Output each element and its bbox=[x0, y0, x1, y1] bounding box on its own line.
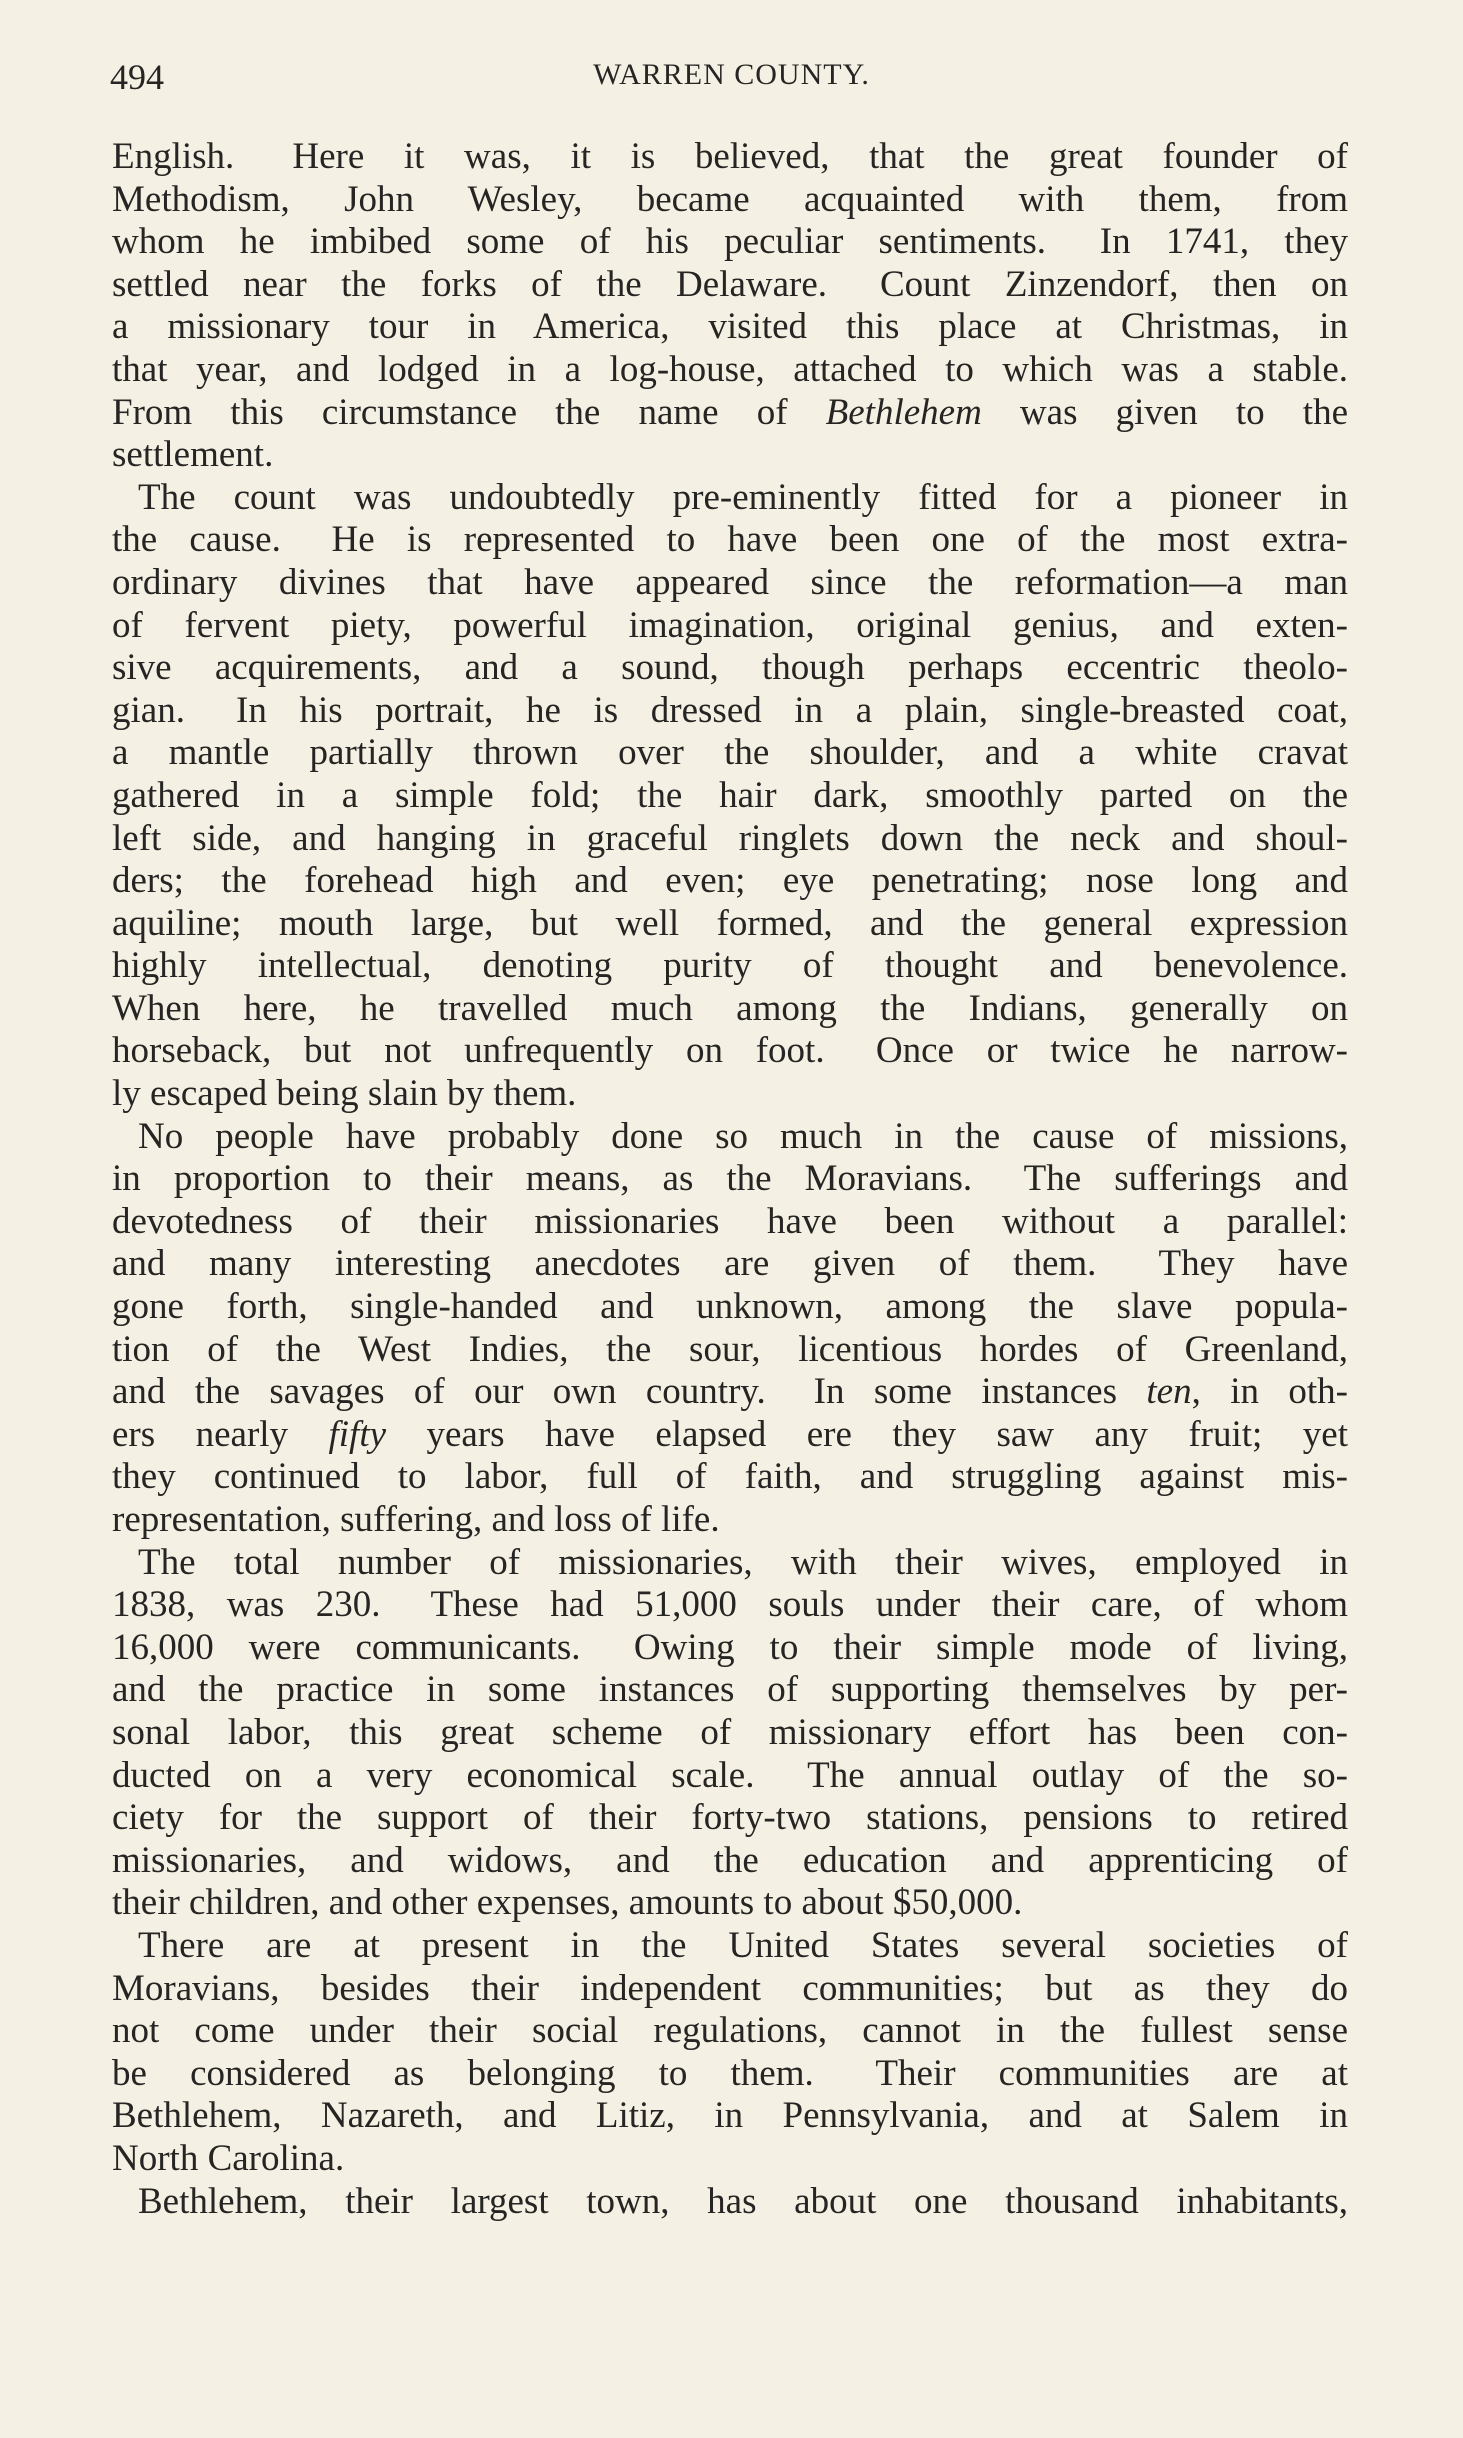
text-line bbox=[112, 1669, 1348, 1712]
text-line bbox=[112, 732, 1348, 775]
text-segment: ders; the forehead high and even; eye penetrating; nose long and bbox=[112, 860, 1348, 902]
text-line bbox=[112, 605, 1348, 648]
text-segment: a mantle partially thrown over the shoulder, and a white cravat bbox=[112, 732, 1348, 774]
text-segment: in proportion to their means, as the Moravians. The sufferings and bbox=[112, 1158, 1348, 1200]
text-segment: gone forth, single-handed and unknown, among the slave popula- bbox=[112, 1286, 1348, 1328]
text-line bbox=[112, 1712, 1348, 1755]
text-line bbox=[112, 1073, 1348, 1116]
page-number: 494 bbox=[110, 57, 164, 97]
text-line bbox=[112, 1243, 1348, 1286]
text-segment: From this circumstance the name of bbox=[112, 391, 826, 433]
text-line bbox=[112, 2010, 1348, 2053]
text-segment: No people have probably done so much in the cause of missions, bbox=[138, 1115, 1348, 1157]
italic-text: ten bbox=[1146, 1371, 1192, 1413]
text-segment: be considered as belonging to them. Their communities are at bbox=[112, 2052, 1348, 2094]
text-segment: of fervent piety, powerful imagination, original genius, and exten- bbox=[112, 604, 1348, 646]
text-segment: they continued to labor, full of faith, and struggling against mis- bbox=[112, 1456, 1348, 1498]
text-line bbox=[112, 647, 1348, 690]
text-line bbox=[112, 903, 1348, 946]
text-segment: 16,000 were communicants. Owing to their simple mode of living, bbox=[112, 1626, 1348, 1668]
text-segment: ducted on a very economical scale. The annual outlay of the so- bbox=[112, 1754, 1348, 1796]
text-segment: English. Here it was, it is believed, that the great founder of bbox=[112, 136, 1348, 177]
text-line bbox=[112, 1882, 1348, 1925]
text-line bbox=[112, 1030, 1348, 1073]
text-segment: whom he imbibed some of his peculiar sentiments. In 1741, they bbox=[112, 221, 1348, 263]
text-line bbox=[112, 690, 1348, 733]
text-segment: devotedness of their missionaries have been without a parallel: bbox=[112, 1200, 1348, 1242]
text-line bbox=[112, 349, 1348, 392]
text-segment: was given to the bbox=[981, 391, 1348, 433]
text-line bbox=[112, 477, 1348, 520]
text-line bbox=[112, 775, 1348, 818]
text-segment: highly intellectual, denoting purity of thought and benevolence. bbox=[112, 945, 1348, 987]
text-line bbox=[112, 2181, 1348, 2224]
text-line bbox=[112, 1329, 1348, 1372]
text-line bbox=[112, 2095, 1348, 2138]
text-segment: gian. In his portrait, he is dressed in a plain, single-breasted coat, bbox=[112, 689, 1348, 731]
text-segment: tion of the West Indies, the sour, licentious hordes of Greenland, bbox=[112, 1328, 1348, 1370]
text-segment: settlement. bbox=[112, 434, 274, 476]
running-title: WARREN COUNTY. bbox=[593, 58, 870, 91]
italic-text: Bethlehem bbox=[825, 391, 982, 433]
text-segment: sonal labor, this great scheme of missionary effort has been con- bbox=[112, 1711, 1348, 1753]
text-line bbox=[112, 1925, 1348, 1968]
text-line bbox=[112, 1968, 1348, 2011]
text-segment: Moravians, besides their independent communities; but as they do bbox=[112, 1967, 1348, 2009]
text-segment: sive acquirements, and a sound, though perhaps eccentric theolo- bbox=[112, 647, 1348, 689]
text-line bbox=[112, 1371, 1348, 1414]
text-segment: Bethlehem, their largest town, has about one thousand inhabitants, bbox=[138, 2180, 1348, 2222]
text-line bbox=[112, 1627, 1348, 1670]
text-segment: ers nearly bbox=[112, 1413, 329, 1455]
text-segment: representation, suffering, and loss of life. bbox=[112, 1499, 720, 1540]
text-line bbox=[112, 179, 1348, 222]
text-segment: ciety for the support of their forty-two stations, pensions to retired bbox=[112, 1797, 1348, 1839]
text-segment: and many interesting anecdotes are given of them. They have bbox=[112, 1243, 1348, 1285]
italic-text: fifty bbox=[328, 1413, 387, 1455]
text-line bbox=[112, 1286, 1348, 1329]
text-line bbox=[112, 1158, 1348, 1201]
text-segment: 1838, was 230. These had 51,000 souls under their care, of whom bbox=[112, 1584, 1348, 1626]
text-segment: that year, and lodged in a log-house, attached to which was a stable. bbox=[112, 348, 1348, 390]
text-segment: ordinary divines that have appeared since the reformation—a man bbox=[112, 561, 1348, 603]
text-segment: not come under their social regulations, cannot in the fullest sense bbox=[112, 2010, 1348, 2052]
text-line bbox=[112, 1116, 1348, 1159]
text-line bbox=[112, 1755, 1348, 1798]
text-segment: years have elapsed ere they saw any fruit; yet bbox=[386, 1413, 1348, 1455]
text-segment: The total number of missionaries, with their wives, employed in bbox=[138, 1541, 1348, 1583]
text-segment: left side, and hanging in graceful ringlets down the neck and shoul- bbox=[112, 817, 1348, 859]
text-segment: The count was undoubtedly pre-eminently fitted for a pioneer in bbox=[138, 476, 1348, 518]
text-line bbox=[112, 221, 1348, 264]
text-segment: North Carolina. bbox=[112, 2137, 345, 2179]
text-line bbox=[112, 392, 1348, 435]
text-line bbox=[112, 1797, 1348, 1840]
text-line bbox=[112, 136, 1348, 179]
text-line bbox=[112, 1542, 1348, 1585]
text-segment: aquiline; mouth large, but well formed, and the general expression bbox=[112, 902, 1348, 944]
text-line bbox=[112, 1414, 1348, 1457]
text-segment: and the practice in some instances of supporting themselves by per- bbox=[112, 1669, 1348, 1711]
page-body-text bbox=[112, 136, 1348, 2223]
text-segment: a missionary tour in America, visited this place at Christmas, in bbox=[112, 306, 1348, 348]
text-line bbox=[112, 1840, 1348, 1883]
text-line bbox=[112, 1456, 1348, 1499]
text-segment: Methodism, John Wesley, became acquainted with them, from bbox=[112, 178, 1348, 220]
text-line bbox=[112, 434, 1348, 477]
text-line bbox=[112, 306, 1348, 349]
text-line bbox=[112, 2053, 1348, 2096]
text-segment: settled near the forks of the Delaware. Count Zinzendorf, then on bbox=[112, 263, 1348, 305]
text-line bbox=[112, 264, 1348, 307]
text-line bbox=[112, 1499, 1348, 1542]
text-segment: When here, he travelled much among the Indians, generally on bbox=[112, 987, 1348, 1029]
text-segment: Bethlehem, Nazareth, and Litiz, in Pennsylvania, and at Salem in bbox=[112, 2095, 1348, 2137]
text-segment: , in oth- bbox=[1191, 1371, 1348, 1413]
text-segment: their children, and other expenses, amounts to about $50,000. bbox=[112, 1882, 1023, 1924]
text-line bbox=[112, 519, 1348, 562]
text-line bbox=[112, 562, 1348, 605]
text-line bbox=[112, 988, 1348, 1031]
text-line bbox=[112, 945, 1348, 988]
text-line bbox=[112, 1584, 1348, 1627]
text-line bbox=[112, 2138, 1348, 2181]
text-line bbox=[112, 860, 1348, 903]
text-line bbox=[112, 1201, 1348, 1244]
text-segment: gathered in a simple fold; the hair dark, smoothly parted on the bbox=[112, 774, 1348, 816]
text-segment: horseback, but not unfrequently on foot. Once or twice he narrow- bbox=[112, 1030, 1348, 1072]
text-segment: the cause. He is represented to have been one of the most extra- bbox=[112, 519, 1348, 561]
text-segment: There are at present in the United States several societies of bbox=[138, 1924, 1348, 1966]
text-segment: ly escaped being slain by them. bbox=[112, 1073, 577, 1115]
text-line bbox=[112, 818, 1348, 861]
text-segment: and the savages of our own country. In some instances bbox=[112, 1371, 1147, 1413]
text-segment: missionaries, and widows, and the education and apprenticing of bbox=[112, 1839, 1348, 1881]
